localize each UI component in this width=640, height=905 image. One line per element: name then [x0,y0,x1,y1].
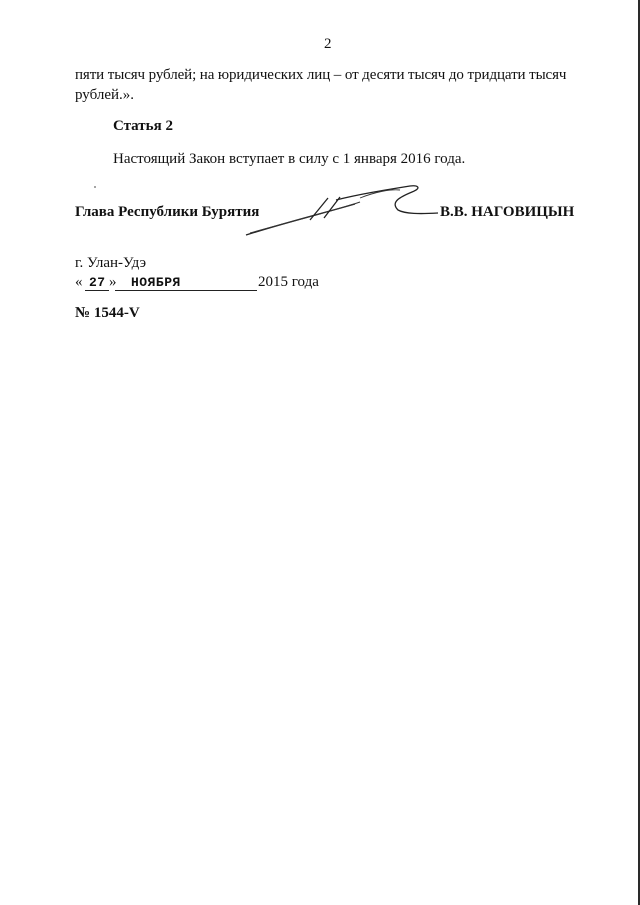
date-open-quote: « [75,274,83,290]
date-month: НОЯБРЯ [131,275,181,290]
law-number: № 1544-V [75,305,140,321]
date-day-underline [85,290,109,291]
page-number: 2 [324,36,332,52]
signatory-position: Глава Республики Бурятия [75,204,260,220]
paragraph-continuation-line-1: пяти тысяч рублей; на юридических лиц – от десяти тысяч до тридцати тысяч [75,67,567,83]
date-day: 27 [89,275,106,290]
handwritten-signature [240,180,440,240]
date-year: 2015 года [258,274,319,290]
date-close-quote: » [109,274,117,290]
place-of-signing: г. Улан-Удэ [75,255,147,271]
article-heading: Статья 2 [113,118,173,134]
article-text: Настоящий Закон вступает в силу с 1 января 2016 года. [113,151,466,167]
paragraph-continuation-line-2: рублей.». [75,87,135,103]
speck-mark [94,186,96,188]
signatory-name: В.В. НАГОВИЦЫН [440,204,575,220]
date-month-underline [115,290,257,291]
